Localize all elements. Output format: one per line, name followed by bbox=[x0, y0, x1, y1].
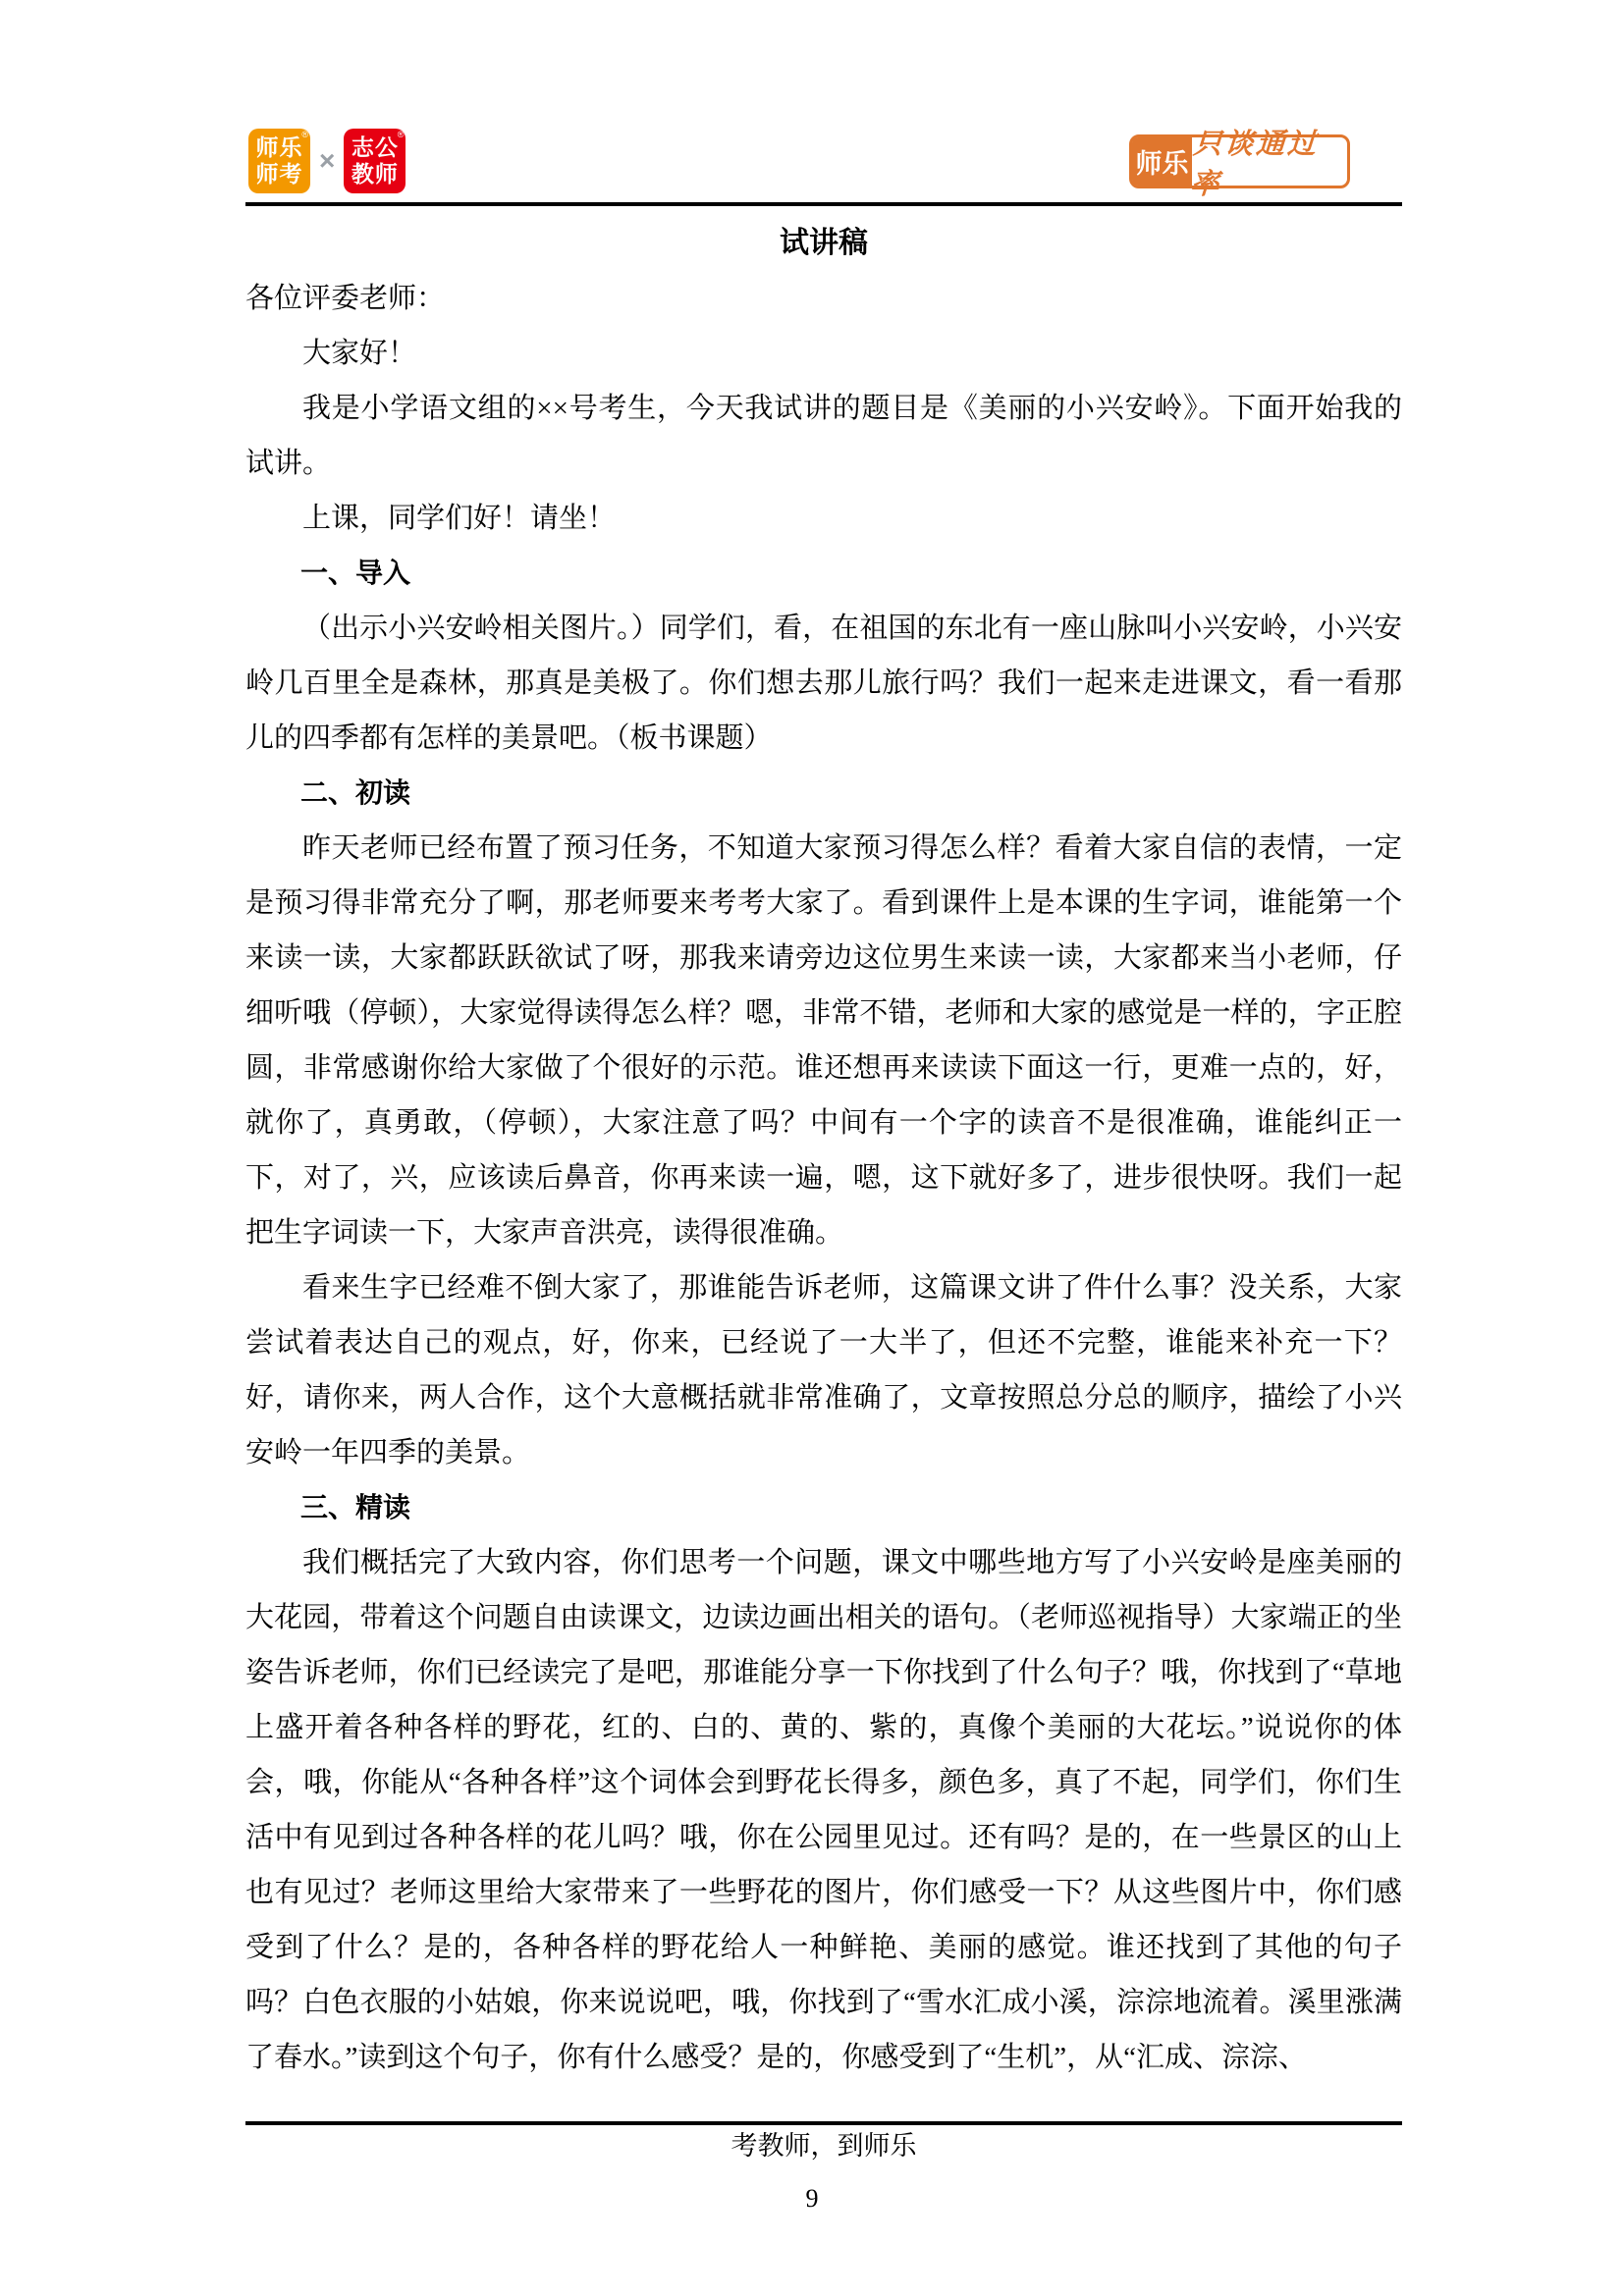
zhigong-jiaoshi-logo bbox=[344, 129, 406, 193]
page-number: 9 bbox=[805, 2184, 819, 2213]
paragraph: 我是小学语文组的××号考生，今天我试讲的题目是《美丽的小兴安岭》。下面开始我的试讲。 bbox=[245, 393, 1402, 479]
logo-text-line2: 教师 bbox=[351, 161, 399, 187]
header-logo-right bbox=[1129, 128, 1350, 200]
paragraph: 上课，同学们好！请坐！ bbox=[302, 503, 617, 534]
brand-slogan: 只谈通过率 bbox=[1189, 128, 1321, 200]
section-heading-daoru: 一、导入 bbox=[300, 558, 411, 588]
paragraph: （出示小兴安岭相关图片。）同学们，看，在祖国的东北有一座山脉叫小兴安岭，小兴安岭几百里全是森林，那真是美极了。你们想去那儿旅行吗？我们一起来走进课文，看一看那儿的四季都有怎样的美景吧。（板书课题） bbox=[245, 613, 1402, 754]
paragraph-salutation: 各位评委老师： bbox=[245, 283, 446, 314]
paragraph: 大家好！ bbox=[302, 338, 417, 369]
logo-text-line1: 师乐 bbox=[255, 134, 303, 160]
brand-badge: 师乐 bbox=[1132, 137, 1192, 186]
section-heading-jingdu: 三、精读 bbox=[300, 1492, 411, 1522]
footer-slogan: 考教师，到师乐 bbox=[731, 2131, 917, 2161]
logo-text-line1: 志公 bbox=[351, 134, 399, 160]
paragraph: 我们概括完了大致内容，你们思考一个问题，课文中哪些地方写了小兴安岭是座美丽的大花园，带着这个问题自由读课文，边读边画出相关的语句。（老师巡视指导）大家端正的坐姿告诉老师，你们已经读完了是吧，那谁能分享一下你找到了什么句子？哦，你找到了“草地上盛开着各种各样的野花，红的、白的、黄的、紫的，真像个美丽的大花坛。”说说你的体会，哦，你能从“各种各样”这个词体会到野花长得多，颜色多，真了不起，同学们，你们生活中有见到过各种各样的花儿吗？哦，你在公园里见过。还有吗？是的，在一些景区的山上也有见过？老师这里给大家带来了一些野花的图片，你们感受一下？从这些图片中，你们感受到了什么？是的，各种各样的野花给人一种鲜艳、美丽的感觉。谁还找到了其他的句子吗？白色衣服的小姑娘，你来说说吧，哦，你找到了“雪水汇成小溪，淙淙地流着。溪里涨满了春水。”读到这个句子，你有什么感受？是的，你感受到了“生机”，从“汇成、淙淙、 bbox=[245, 1547, 1402, 2073]
document-body bbox=[245, 208, 1402, 2085]
registered-trademark-icon: ® bbox=[397, 130, 405, 139]
shile-shikao-logo bbox=[248, 129, 310, 193]
registered-trademark-icon: ® bbox=[301, 130, 308, 139]
header-rule bbox=[245, 202, 1402, 206]
section-heading-chudu: 二、初读 bbox=[300, 777, 411, 808]
paragraph: 昨天老师已经布置了预习任务，不知道大家预习得怎么样？看着大家自信的表情，一定是预习得非常充分了啊，那老师要来考考大家了。看到课件上是本课的生字词，谁能第一个来读一读，大家都跃跃欲试了呀，那我来请旁边这位男生来读一读，大家都来当小老师，仔细听哦（停顿），大家觉得读得怎么样？嗯，非常不错，老师和大家的感觉是一样的，字正腔圆，非常感谢你给大家做了个很好的示范。谁还想再来读读下面这一行，更难一点的，好，就你了，真勇敢，（停顿），大家注意了吗？中间有一个字的读音不是很准确，谁能纠正一下，对了，兴，应该读后鼻音，你再来读一遍，嗯，这下就好多了，进步很快呀。我们一起把生字词读一下，大家声音洪亮，读得很准确。 bbox=[245, 832, 1402, 1249]
paragraph: 看来生字已经难不倒大家了，那谁能告诉老师，这篇课文讲了件什么事？没关系，大家尝试着表达自己的观点，好，你来，已经说了一大半了，但还不完整，谁能来补充一下？好，请你来，两人合作，这个大意概括就非常准确了，文章按照总分总的顺序，描绘了小兴安岭一年四季的美景。 bbox=[245, 1272, 1402, 1468]
page-title: 试讲稿 bbox=[780, 227, 868, 259]
multiply-separator-icon: × bbox=[319, 145, 336, 176]
logo-text-line2: 师考 bbox=[255, 161, 303, 187]
header-logo-left bbox=[248, 129, 406, 193]
